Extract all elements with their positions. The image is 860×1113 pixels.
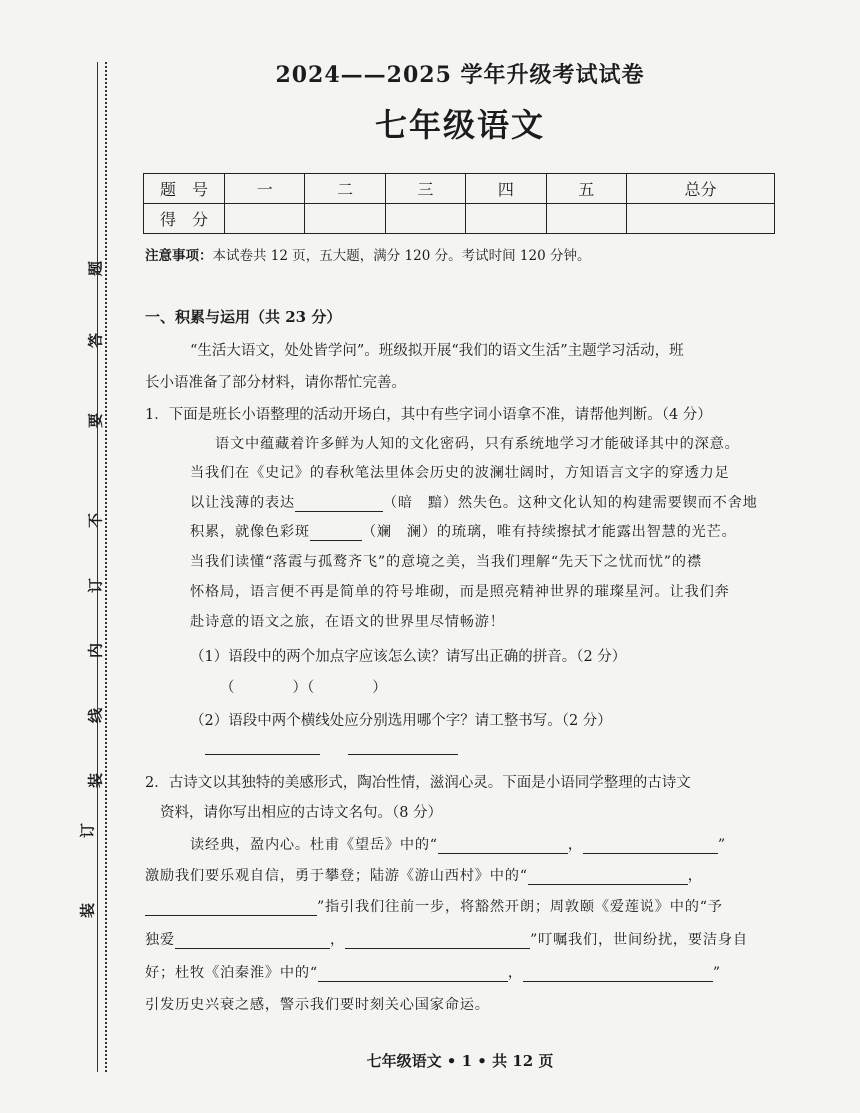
score-input-3[interactable] xyxy=(385,204,465,234)
q2-line-3 xyxy=(145,896,775,916)
seal-char-inner-5: 不 xyxy=(86,513,105,529)
q1-passage-text-4b: （斓 澜）的琉璃，唯有持续擦拭才能露出智慧的光芒。 xyxy=(361,524,737,540)
note-label: 注意事项： xyxy=(145,248,213,264)
section-intro-line-1: “生活大语文，处处皆学问”。班级拟开展“我们的语文生活”主题学习活动，班 xyxy=(190,343,684,359)
q2-line-1 xyxy=(190,834,780,854)
q2-comma-4: ， xyxy=(329,932,345,948)
q2-text-4c: ”叮嘱我们，世间纷扰，要洁身自 xyxy=(529,932,748,948)
seal-char-inner-6: 要 xyxy=(86,413,105,429)
score-cell-2: 二 xyxy=(305,174,385,204)
score-table xyxy=(143,173,775,234)
q2-blank-4[interactable] xyxy=(145,899,317,916)
section-heading: 一、积累与运用（共 23 分） xyxy=(145,308,342,326)
seal-char-outer-1: 装 xyxy=(78,903,97,919)
q2-blank-7[interactable] xyxy=(318,965,508,982)
q2-text-2a: 激励我们要乐观自信，勇于攀登；陆游《游山西村》中的“ xyxy=(145,868,528,884)
seal-char-inner-8: 题 xyxy=(86,261,105,277)
score-table-score-row xyxy=(144,204,775,234)
q1-passage-line-2: 当我们在《史记》的春秋笔法里体会历史的波澜壮阔时，方知语言文字的穿透力足 xyxy=(190,465,730,481)
q2-blank-6[interactable] xyxy=(345,932,530,949)
q1-sub1-answer[interactable]: （ ）（ ） xyxy=(220,680,387,696)
seal-char-outer-2: 订 xyxy=(78,823,97,839)
seal-char-inner-2: 线 xyxy=(86,708,105,724)
q2-text-4a: 独爱 xyxy=(145,932,175,948)
seal-char-inner-4: 订 xyxy=(86,578,105,594)
seal-char-inner-7: 答 xyxy=(86,333,105,349)
q2-blank-2[interactable] xyxy=(583,837,718,854)
score-input-4[interactable] xyxy=(466,204,546,234)
q2-quote-close-5: ” xyxy=(712,965,721,981)
q1-passage-text-3a: 以让浅薄的表达 xyxy=(190,495,295,511)
q1-sub2: （2）语段中两个横线处应分别选用哪个字？请工整书写。（2 分） xyxy=(190,713,612,729)
subject-title: 七年级语文 xyxy=(374,106,545,144)
q1-passage-text-4a: 积累，就像色彩斑 xyxy=(190,524,310,540)
q1-passage-text-3b: （暗 黯）然失色。这种文化认知的构建需要锲而不舍地 xyxy=(382,495,758,511)
q2-stem-line-1: 2．古诗文以其独特的美感形式，陶冶性情，滋润心灵。下面是小语同学整理的古诗文 xyxy=(145,775,691,791)
exam-title: 2024——2025 学年升级考试试卷 xyxy=(275,62,645,88)
page-footer: 七年级语文 • 1 • 共 12 页 xyxy=(366,1052,554,1070)
q2-comma-5: ， xyxy=(507,965,523,981)
q2-line-5 xyxy=(145,962,775,982)
score-row-label: 得 分 xyxy=(144,204,225,234)
q2-line-2 xyxy=(145,865,775,885)
q2-line-4 xyxy=(145,929,775,949)
score-input-total[interactable] xyxy=(626,204,774,234)
seal-char-inner-1: 装 xyxy=(86,773,105,789)
q1-passage-line-3 xyxy=(190,492,758,512)
q2-comma-1: ， xyxy=(567,837,583,853)
q1-passage-line-4 xyxy=(190,521,737,541)
score-cell-label: 题 号 xyxy=(144,174,225,204)
q1-passage-line-5: 当我们读懂“落霞与孤鹜齐飞”的意境之美，当我们理解“先天下之忧而忧”的襟 xyxy=(190,554,702,570)
score-cell-4: 四 xyxy=(466,174,546,204)
score-input-5[interactable] xyxy=(546,204,626,234)
score-cell-3: 三 xyxy=(385,174,465,204)
q2-comma-2: ， xyxy=(687,868,703,884)
score-cell-1: 一 xyxy=(225,174,305,204)
q2-line-6: 引发历史兴衰之感，警示我们要时刻关心国家命运。 xyxy=(145,997,490,1013)
score-input-1[interactable] xyxy=(225,204,305,234)
q2-blank-3[interactable] xyxy=(528,868,688,885)
q2-blank-8[interactable] xyxy=(523,965,713,982)
q2-blank-5[interactable] xyxy=(175,932,330,949)
section-intro-line-2: 长小语准备了部分材料，请你帮忙完善。 xyxy=(145,375,406,391)
score-input-2[interactable] xyxy=(305,204,385,234)
seal-char-inner-3: 内 xyxy=(86,643,105,659)
note-text: 本试卷共 12 页，五大题，满分 120 分。考试时间 120 分钟。 xyxy=(212,248,591,264)
score-cell-total: 总分 xyxy=(626,174,774,204)
exam-note xyxy=(145,244,590,264)
score-cell-5: 五 xyxy=(546,174,626,204)
q2-quote-close-1: ” xyxy=(717,837,726,853)
q1-blank-1[interactable] xyxy=(295,495,383,512)
binding-dotted-line xyxy=(105,62,107,1072)
q2-text-3b: ”指引我们往前一步，将豁然开朗；周敦颐《爱莲说》中的“予 xyxy=(317,899,723,915)
q1-sub2-blank-1[interactable] xyxy=(205,740,320,755)
q2-blank-1[interactable] xyxy=(438,837,568,854)
q1-passage-line-1: 语文中蕴藏着许多鲜为人知的文化密码，只有系统地学习才能破译其中的深意。 xyxy=(215,436,740,452)
q2-stem-line-2: 资料，请你写出相应的古诗文名句。（8 分） xyxy=(160,805,443,821)
q2-text-1a: 读经典，盈内心。杜甫《望岳》中的“ xyxy=(190,837,438,853)
q1-passage-line-6: 怀格局，语言便不再是简单的符号堆砌，而是照亮精神世界的璀璨星河。让我们奔 xyxy=(190,584,730,600)
score-table-header-row xyxy=(144,174,775,204)
q1-sub1: （1）语段中的两个加点字应该怎么读？请写出正确的拼音。（2 分） xyxy=(190,649,627,665)
q2-text-5a: 好；杜牧《泊秦淮》中的“ xyxy=(145,965,318,981)
q1-sub2-blank-2[interactable] xyxy=(348,740,458,755)
q1-stem: 1．下面是班长小语整理的活动开场白，其中有些字词小语拿不准，请帮他判断。（4 分） xyxy=(145,407,712,423)
q1-blank-2[interactable] xyxy=(310,524,362,541)
q1-passage-line-7: 赴诗意的语文之旅，在语文的世界里尽情畅游！ xyxy=(190,614,505,630)
